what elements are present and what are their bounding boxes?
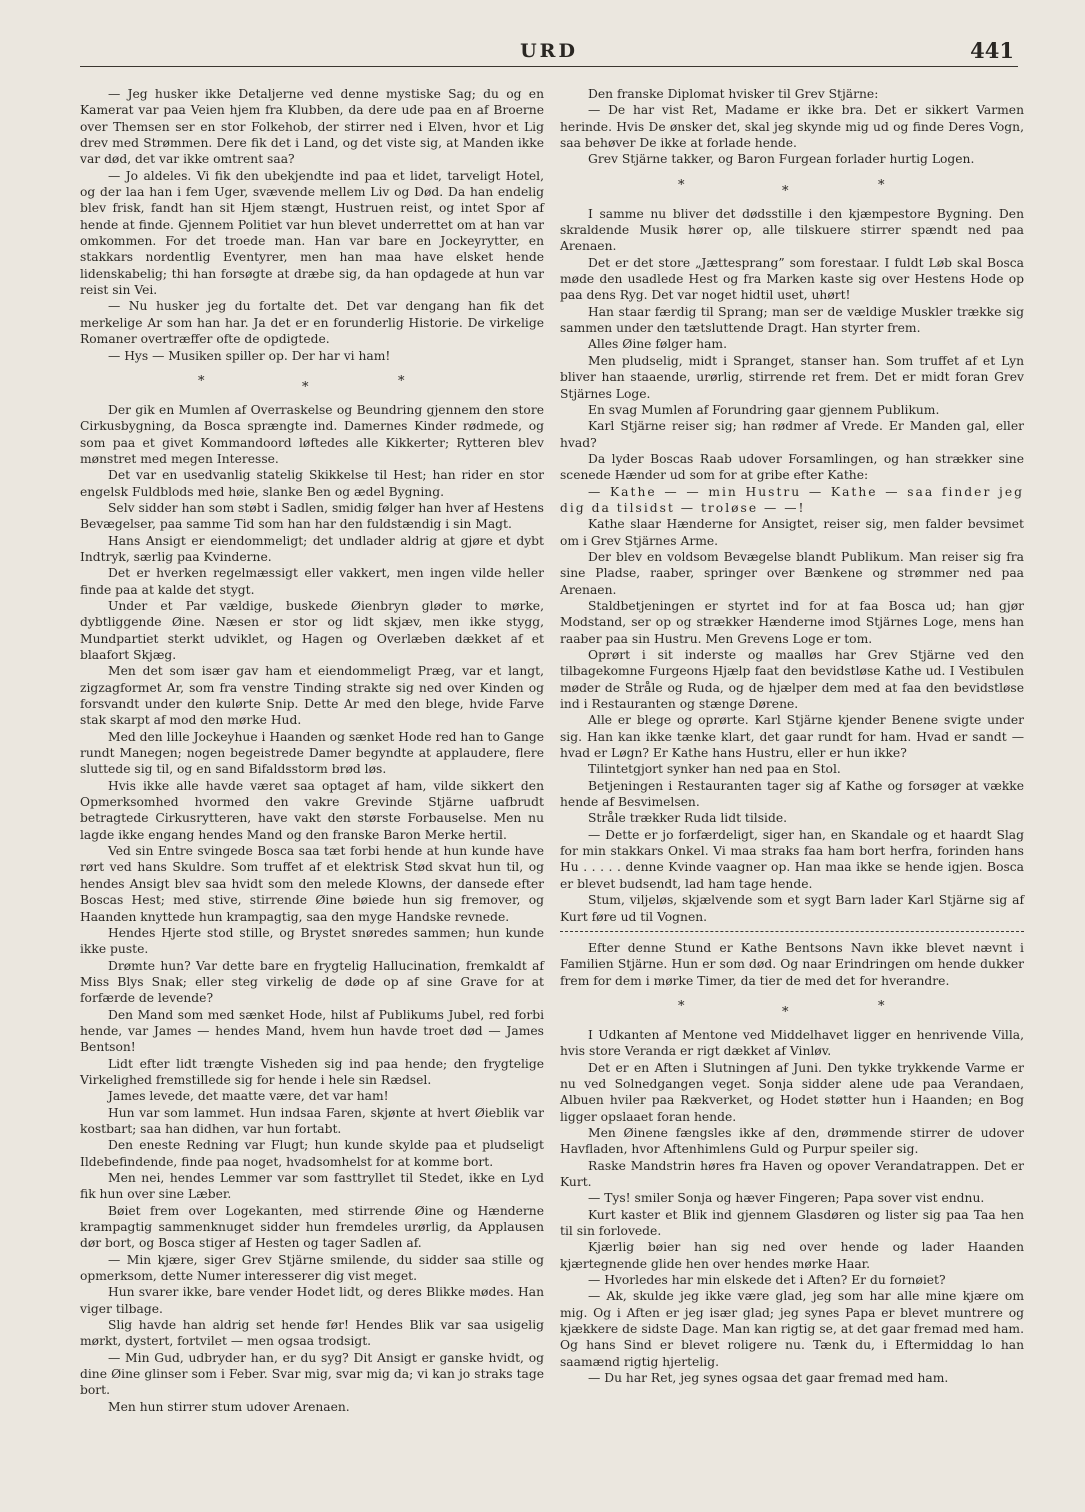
paragraph: — De har vist Ret, Madame er ikke bra. Det er sikkert Varmen herinde. Hvis De ønsker det, skal jeg skynde mig ud og finde Deres Vogn, saa behøver De ikke at forlade hende. <box>560 103 1024 151</box>
paragraph: Karl Stjärne reiser sig; han rødmer af Vrede. Er Manden gal, eller hvad? <box>560 419 1024 450</box>
section-break-asterisks <box>80 364 544 402</box>
paragraph: Alle er blege og oprørte. Karl Stjärne kjender Benene svigte under sig. Han kan ikke tænke klart, det gaar rundt for ham. Hvad er sandt — hvad er Løgn? Er Kathe hans Hustru, eller er hun ikke? <box>560 713 1024 761</box>
paragraph: — Jeg husker ikke Detaljerne ved denne mystiske Sag; du og en Kamerat var paa Veien hjem fra Klubben, da dere ude paa en af Broerne over Themsen ser en stor Folkehob, der stirrer ned i Elven, hvor et Lig drev med Strømmen. Dere fik det i Land, og det viste sig, at Manden ikke var død, det var ikke omtrent saa? <box>80 87 544 167</box>
paragraph: Bøiet frem over Logekanten, med stirrende Øine og Hænderne krampagtig sammenknuget sidder hun fremdeles urørlig, da Applausen dør bort, og Bosca stiger af Hesten og tager Sadlen af. <box>80 1203 544 1251</box>
paragraph: Men det som især gav ham et eiendommeligt Præg, var et langt, zigzagformet Ar, som fra venstre Tinding strakte sig ned over Kinden og forsvandt under den kulørte Snip. Dette Ar med den blege, hvide Farve stak skarpt af mod den mørke Hud. <box>80 664 544 728</box>
asterisk: * <box>678 998 685 1014</box>
paragraph: Det er en Aften i Slutningen af Juni. Den tykke trykkende Varme er nu ved Solnedgangen veget. Sonja sidder alene ude paa Verandaen, Albuen hviler paa Rækverket, og Hodet støtter hun i Haanden; en Bog ligger opslaaet foran hende. <box>560 1060 1024 1124</box>
paragraph: — Min kjære, siger Grev Stjärne smilende, du sidder saa stille og opmerksom, dette Numer interesserer dig vist meget. <box>80 1252 544 1284</box>
paragraph: Alles Øine følger ham. <box>588 337 728 352</box>
header-rule <box>80 66 1018 67</box>
paragraph: Kurt kaster et Blik ind gjennem Glasdøren og lister sig paa Taa hen til sin forlovede. <box>560 1207 1024 1238</box>
paragraph: — Hvorledes har min elskede det i Aften? Er du fornøiet? <box>588 1273 946 1288</box>
paragraph: Kathe slaar Hænderne for Ansigtet, reiser sig, men falder bevsimet om i Grev Stjärnes Arme. <box>560 517 1024 548</box>
paragraph: Betjeningen i Restauranten tager sig af Kathe og forsøger at vække hende af Besvimelsen. <box>560 778 1024 810</box>
paragraph: Da lyder Boscas Raab udover Forsamlingen, og han strækker sine scenede Hænder ud som for at gribe efter Kathe: <box>560 451 1024 483</box>
paragraph: — Kathe — — min Hustru — Kathe — saa finder jeg dig da tilsidst — troløse — —! <box>560 484 1024 515</box>
asterisk: * <box>782 1004 789 1020</box>
paragraph: Drømte hun? Var dette bare en frygtelig Hallucination, fremkaldt af Miss Blys Snak; eller steg virkelig de døde op af sine Grave for at forfærde de levende? <box>80 958 544 1006</box>
asterisk: * <box>678 177 685 193</box>
paragraph: Under et Par vældige, buskede Øienbryn gløder to mørke, dybtliggende Øine. Næsen er stor og lidt skjæv, men ikke stygg, Mundpartiet sterkt udviklet, og Hagen og Overlæben dækket af et blaafort Skjæg. <box>80 598 544 662</box>
asterisk: * <box>878 998 885 1014</box>
paragraph: Oprørt i sit inderste og maalløs har Grev Stjärne ved den tilbagekomne Furgeons Hjælp faat den bevidstløse Kathe ud. I Vestibulen møder de Stråle og Ruda, og de hjælper dem med at faa den bevidstløse ind i Restauranten og stænge Dørene. <box>560 648 1024 712</box>
paragraph: Der gik en Mumlen af Overraskelse og Beundring gjennem den store Cirkusbygning, da Bosca sprængte ind. Damernes Kinder rødmede, og som paa et givet Kommandoord løftedes alle Kikkerter; Rytteren blev mønstret med megen Interesse. <box>80 402 544 466</box>
asterisk: * <box>198 373 205 389</box>
paragraph: Selv sidder han som støbt i Sadlen, smidig følger han hver af Hestens Bevægelser, paa samme Tid som han har den fuldstændig i sin Magt. <box>80 500 544 532</box>
paragraph: Ved sin Entre svingede Bosca saa tæt forbi hende at hun kunde have rørt ved hans Skuldre. Som truffet af et elektrisk Stød skvat hun til, og hendes Ansigt blev saa hvidt som den melede Klowns, der dansede efter Boscas Hest; med stive, stirrende Øine bøiede hun sig fremover, og Haanden knyttede hun krampagtig, saa den myge Handske revnede. <box>80 844 544 924</box>
paragraph: Slig havde han aldrig set hende før! Hendes Blik var saa usigelig mørkt, dystert, fortvilet — men ogsaa trodsigt. <box>80 1318 544 1349</box>
page-number: 441 <box>970 38 1014 63</box>
paragraph: Efter denne Stund er Kathe Bentsons Navn ikke blevet nævnt i Familien Stjärne. Hun er som død. Og naar Erindringen om hende dukker frem for dem i mørke Timer, da tier de med det for hverandre. <box>560 940 1024 988</box>
paragraph: Tilintetgjort synker han ned paa en Stol. <box>588 762 841 777</box>
paragraph: I samme nu bliver det dødsstille i den kjæmpestore Bygning. Den skraldende Musik hører op, alle tilskuere stirrer spændt ned paa Arenaen. <box>560 206 1024 254</box>
asterisk: * <box>782 183 789 199</box>
paragraph: — Ak, skulde jeg ikke være glad, jeg som har alle mine kjære om mig. Og i Aften er jeg især glad; jeg synes Papa er blevet muntrere og kjækkere de sidste Dage. Man kan rigtig se, at det gaar fremad med ham. Og hans Sind er blevet roligere nu. Tænk du, i Eftermiddag lo han saamænd rigtig hjertelig. <box>560 1289 1024 1369</box>
paragraph: Raske Mandstrin høres fra Haven og opover Verandatrappen. Det er Kurt. <box>560 1158 1024 1189</box>
paragraph: James levede, det maatte være, det var ham! <box>108 1089 389 1104</box>
paragraph: Lidt efter lidt trængte Visheden sig ind paa hende; den frygtelige Virkelighed fremstillede sig for hende i hele sin Rædsel. <box>80 1056 544 1087</box>
paragraph: Hun svarer ikke, bare vender Hodet lidt, og deres Blikke mødes. Han viger tilbage. <box>80 1285 544 1316</box>
paragraph: — Min Gud, udbryder han, er du syg? Dit Ansigt er ganske hvidt, og dine Øine glinser som i Feber. Svar mig, svar mig da; vi kan jo straks tage bort. <box>80 1350 544 1398</box>
paragraph: Men pludselig, midt i Spranget, stanser han. Som truffet af et Lyn bliver han staaende, urørlig, stirrende ret frem. Det er midt foran Grev Stjärnes Loge. <box>560 353 1024 401</box>
paragraph: Den franske Diplomat hvisker til Grev Stjärne: <box>588 87 879 101</box>
paragraph: Det var en usedvanlig statelig Skikkelse til Hest; han rider en stor engelsk Fuldblods med høie, slanke Ben og ædel Bygning. <box>80 468 544 499</box>
paragraph: Den eneste Redning var Flugt; hun kunde skylde paa et pludseligt Ildebefindende, finde paa noget, hvadsomhelst for at komme bort. <box>80 1138 544 1169</box>
paragraph: Hun var som lammet. Hun indsaa Faren, skjønte at hvert Øieblik var kostbart; saa han didhen, var hun fortabt. <box>80 1105 544 1136</box>
paragraph: — Dette er jo forfærdeligt, siger han, en Skandale og et haardt Slag for min stakkars Onkel. Vi maa straks faa ham bort herfra, forinden hans Hu . . . . . denne Kvinde vaagner op. Han maa ikke se hende igjen. Bosca er blevet budsendt, lad ham tage hende. <box>560 827 1024 891</box>
paragraph: — Tys! smiler Sonja og hæver Fingeren; Papa sover vist endnu. <box>588 1191 985 1206</box>
paragraph: Den Mand som med sænket Hode, hilst af Publikums Jubel, red forbi hende, var James — hendes Mand, hvem hun havde troet død — James Bentson! <box>80 1007 544 1055</box>
section-break-asterisks <box>560 168 1024 206</box>
paragraph: Hendes Hjerte stod stille, og Brystet snøredes sammen; hun kunde ikke puste. <box>80 925 544 957</box>
paragraph: Han staar færdig til Sprang; man ser de vældige Muskler trække sig sammen under den tætsluttende Dragt. Han styrter frem. <box>560 304 1024 336</box>
paragraph: Stråle trækker Ruda lidt tilside. <box>588 811 788 826</box>
paragraph: Men nei, hendes Lemmer var som fasttryllet til Stedet, ikke en Lyd fik hun over sine Læber. <box>80 1171 544 1202</box>
section-break-asterisks <box>560 989 1024 1027</box>
paragraph: — Nu husker jeg du fortalte det. Det var dengang han fik det merkelige Ar som han har. Ja det er en forunderlig Historie. De virkelige Romaner overtræffer ofte de opdigtede. <box>80 299 544 347</box>
paragraph: — Jo aldeles. Vi fik den ubekjendte ind paa et lidet, tarveligt Hotel, og der laa han i fem Uger, svævende mellem Liv og Død. Da han endelig blev frisk, fandt han sit Hjem stængt, Hustruen reist, og intet Spor af hende at finde. Gjennem Politiet var hun blevet underrettet om at han var omkommen. For det troede man. Han var bare en Jockeyrytter, en stakkars nordentlig Eventyrer, men han maa have elsket hende lidenskabelig; thi han forsøgte at dræbe sig, da han opdagede at hun var reist sin Vei. <box>80 168 544 298</box>
paragraph: Grev Stjärne takker, og Baron Furgean forlader hurtig Logen. <box>588 152 975 167</box>
left-column <box>80 86 544 1415</box>
paragraph: Der blev en voldsom Bevægelse blandt Publikum. Man reiser sig fra sine Pladse, raaber, springer over Bænkene og strømmer ned paa Arenaen. <box>560 549 1024 597</box>
asterisk: * <box>398 373 405 389</box>
paragraph: Hvis ikke alle havde været saa optaget af ham, vilde sikkert den Opmerksomhed hvormed den vakre Grevinde Stjärne uafbrudt betragtede Cirkusrytteren, have vakt den største Forbauselse. Men nu lagde ikke engang hendes Mand og den franske Baron Merke hertil. <box>80 778 544 842</box>
paragraph: Det er det store „Jættesprang” som forestaar. I fuldt Løb skal Bosca møde den usadlede Hest og fra Marken kaste sig over Hestens Hode op paa dens Ryg. Det var noget hidtil uset, uhørt! <box>560 255 1024 303</box>
paragraph: — Du har Ret, jeg synes ogsaa det gaar fremad med ham. <box>588 1371 949 1386</box>
paragraph: En svag Mumlen af Forundring gaar gjennem Publikum. <box>588 402 940 417</box>
right-column <box>560 86 1024 1386</box>
paragraph: Men hun stirrer stum udover Arenaen. <box>108 1399 350 1414</box>
paragraph: — Hys — Musiken spiller op. Der har vi ham! <box>108 348 391 363</box>
paragraph: Hans Ansigt er eiendommeligt; det undlader aldrig at gjøre et dybt Indtryk, særlig paa Kvinderne. <box>80 533 544 564</box>
paragraph: Men Øinene fængsles ikke af den, drømmende stirrer de udover Havfladen, hvor Aftenhimlens Guld og Purpur speiler sig. <box>560 1125 1024 1157</box>
masthead <box>80 36 1018 66</box>
dashed-separator <box>560 931 1024 932</box>
paragraph: Kjærlig bøier han sig ned over hende og lader Haanden kjærtegnende glide hen over hendes mørke Haar. <box>560 1240 1024 1271</box>
paragraph: Staldbetjeningen er styrtet ind for at faa Bosca ud; han gjør Modstand, ser op og strækker Hænderne imod Stjärnes Loge, mens han raaber paa sin Hustru. Men Grevens Loge er tom. <box>560 598 1024 646</box>
paragraph: Med den lille Jockeyhue i Haanden og sænket Hode red han to Gange rundt Manegen; nogen begeistrede Damer begyndte at applaudere, flere sluttede sig til, og en sand Bifaldsstorm brød løs. <box>80 729 544 777</box>
paragraph: I Udkanten af Mentone ved Middelhavet ligger en henrivende Villa, hvis store Veranda er rigt dækket af Vinløv. <box>560 1027 1024 1059</box>
asterisk: * <box>302 379 309 395</box>
paragraph: Det er hverken regelmæssigt eller vakkert, men ingen vilde heller finde paa at kalde det stygt. <box>80 566 544 597</box>
asterisk: * <box>878 177 885 193</box>
journal-title: URD <box>520 40 578 62</box>
paragraph: Stum, viljeløs, skjælvende som et sygt Barn lader Karl Stjärne sig af Kurt føre ud til Vognen. <box>560 893 1024 924</box>
